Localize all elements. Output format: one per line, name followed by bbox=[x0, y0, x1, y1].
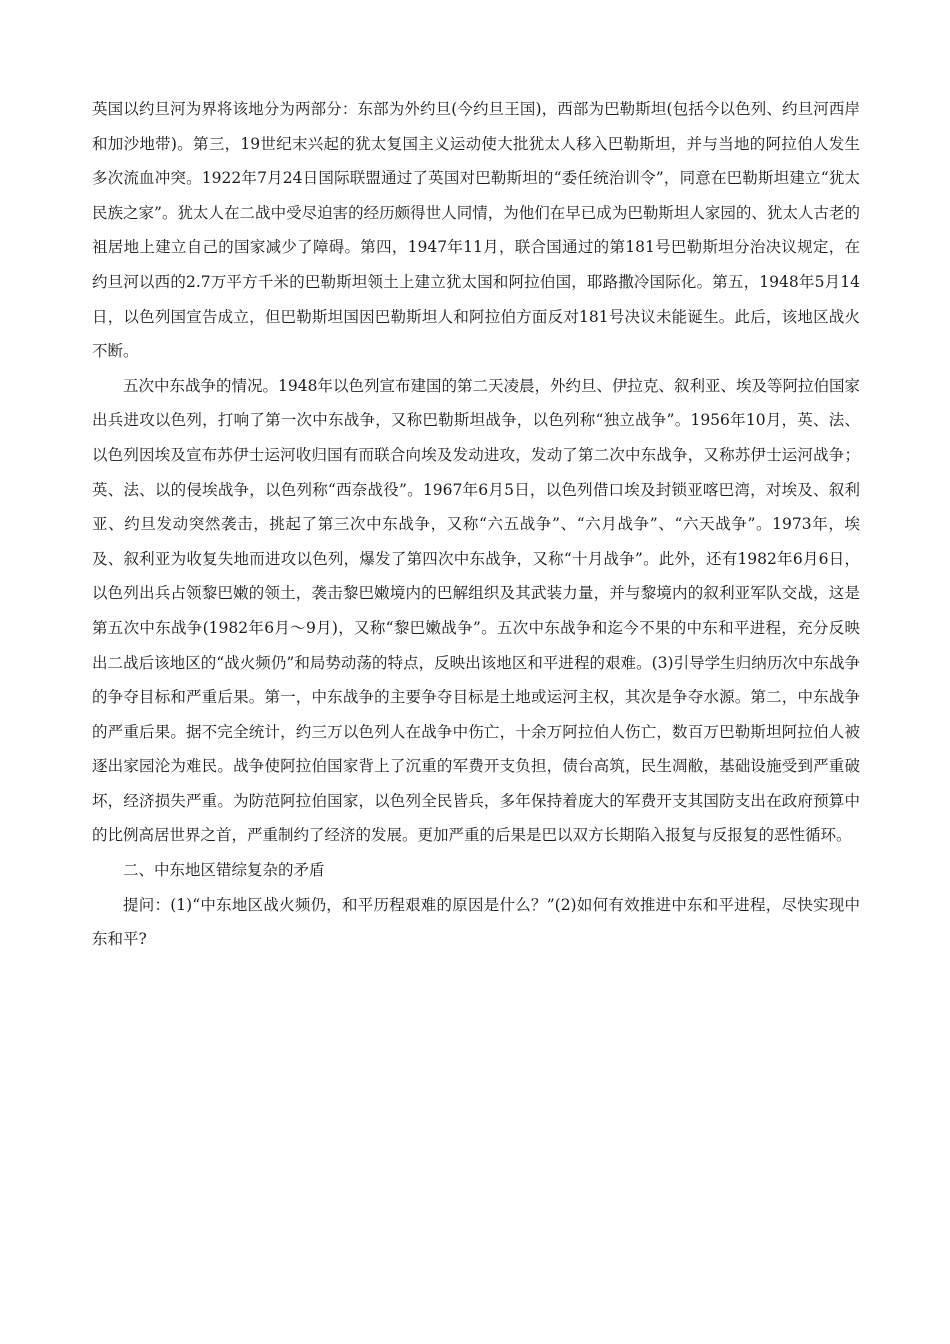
section-heading: 二、中东地区错综复杂的矛盾 bbox=[123, 861, 325, 880]
paragraph-history-background: 英国以约旦河为界将该地分为两部分：东部为外约旦(今约旦王国)，西部为巴勒斯坦(包括今以色列、约旦河西岸和加沙地带)。第三，19世纪末兴起的犹太复国主义运动使大批犹太人移入巴勒斯坦，并与当地的阿拉伯人发生多次流血冲突。1922年7月24日国际联盟通过了英国对巴勒斯坦的“委任统治训令”，同意在巴勒斯坦建立“犹太民族之家”。犹太人在二战中受尽迫害的经历颇得世人同情，为他们在早已成为巴勒斯坦人家园的、犹太人古老的祖居地上建立自己的国家减少了障碍。第四，1947年11月，联合国通过的第181号巴勒斯坦分治决议规定，在约旦河以西的2.7万平方千米的巴勒斯坦领土上建立犹太国和阿拉伯国，耶路撒冷国际化。第五，1948年5月14日，以色列国宣告成立，但巴勒斯坦国因巴勒斯坦人和阿拉伯方面反对181号决议未能诞生。此后，该地区战火不断。 bbox=[92, 100, 860, 361]
document-page bbox=[92, 92, 860, 957]
paragraph-five-middle-east-wars: 五次中东战争的情况。1948年以色列宣布建国的第二天凌晨，外约旦、伊拉克、叙利亚、埃及等阿拉伯国家出兵进攻以色列，打响了第一次中东战争，又称巴勒斯坦战争，以色列称“独立战争”。1956年10月，英、法、以色列因埃及宣布苏伊士运河收归国有而联合向埃及发动进攻，发动了第二次中东战争，又称苏伊士运河战争；英、法、以的侵埃战争，以色列称“西奈战役”。1967年6月5日，以色列借口埃及封锁亚喀巴湾，对埃及、叙利亚、约旦发动突然袭击，挑起了第三次中东战争，又称“六五战争”、“六月战争”、“六天战争”。1973年，埃及、叙利亚为收复失地而进攻以色列，爆发了第四次中东战争，又称“十月战争”。此外，还有1982年6月6日，以色列出兵占领黎巴嫩的领土，袭击黎巴嫩境内的巴解组织及其武装力量，并与黎境内的叙利亚军队交战，这是第五次中东战争(1982年6月～9月)，又称“黎巴嫩战争”。五次中东战争和迄今不果的中东和平进程，充分反映出二战后该地区的“战火频仍”和局势动荡的特点，反映出该地区和平进程的艰难。(3)引导学生归纳历次中东战争的争夺目标和严重后果。第一，中东战争的主要争夺目标是土地或运河主权，其次是争夺水源。第二，中东战争的严重后果。据不完全统计，约三万以色列人在战争中伤亡，十余万阿拉伯人伤亡，数百万巴勒斯坦阿拉伯人被逐出家园沦为难民。战争使阿拉伯国家背上了沉重的军费开支负担，债台高筑，民生凋敝，基础设施受到严重破坏，经济损失严重。为防范阿拉伯国家，以色列全民皆兵，多年保持着庞大的军费开支其国防支出在政府预算中的比例高居世界之首，严重制约了经济的发展。更加严重的后果是巴以双方长期陷入报复与反报复的恶性循环。 bbox=[92, 376, 860, 845]
paragraph-questions: 提问：(1)“中东地区战火频仍，和平历程艰难的原因是什么？”(2)如何有效推进中东和平进程，尽快实现中东和平? bbox=[92, 895, 860, 949]
